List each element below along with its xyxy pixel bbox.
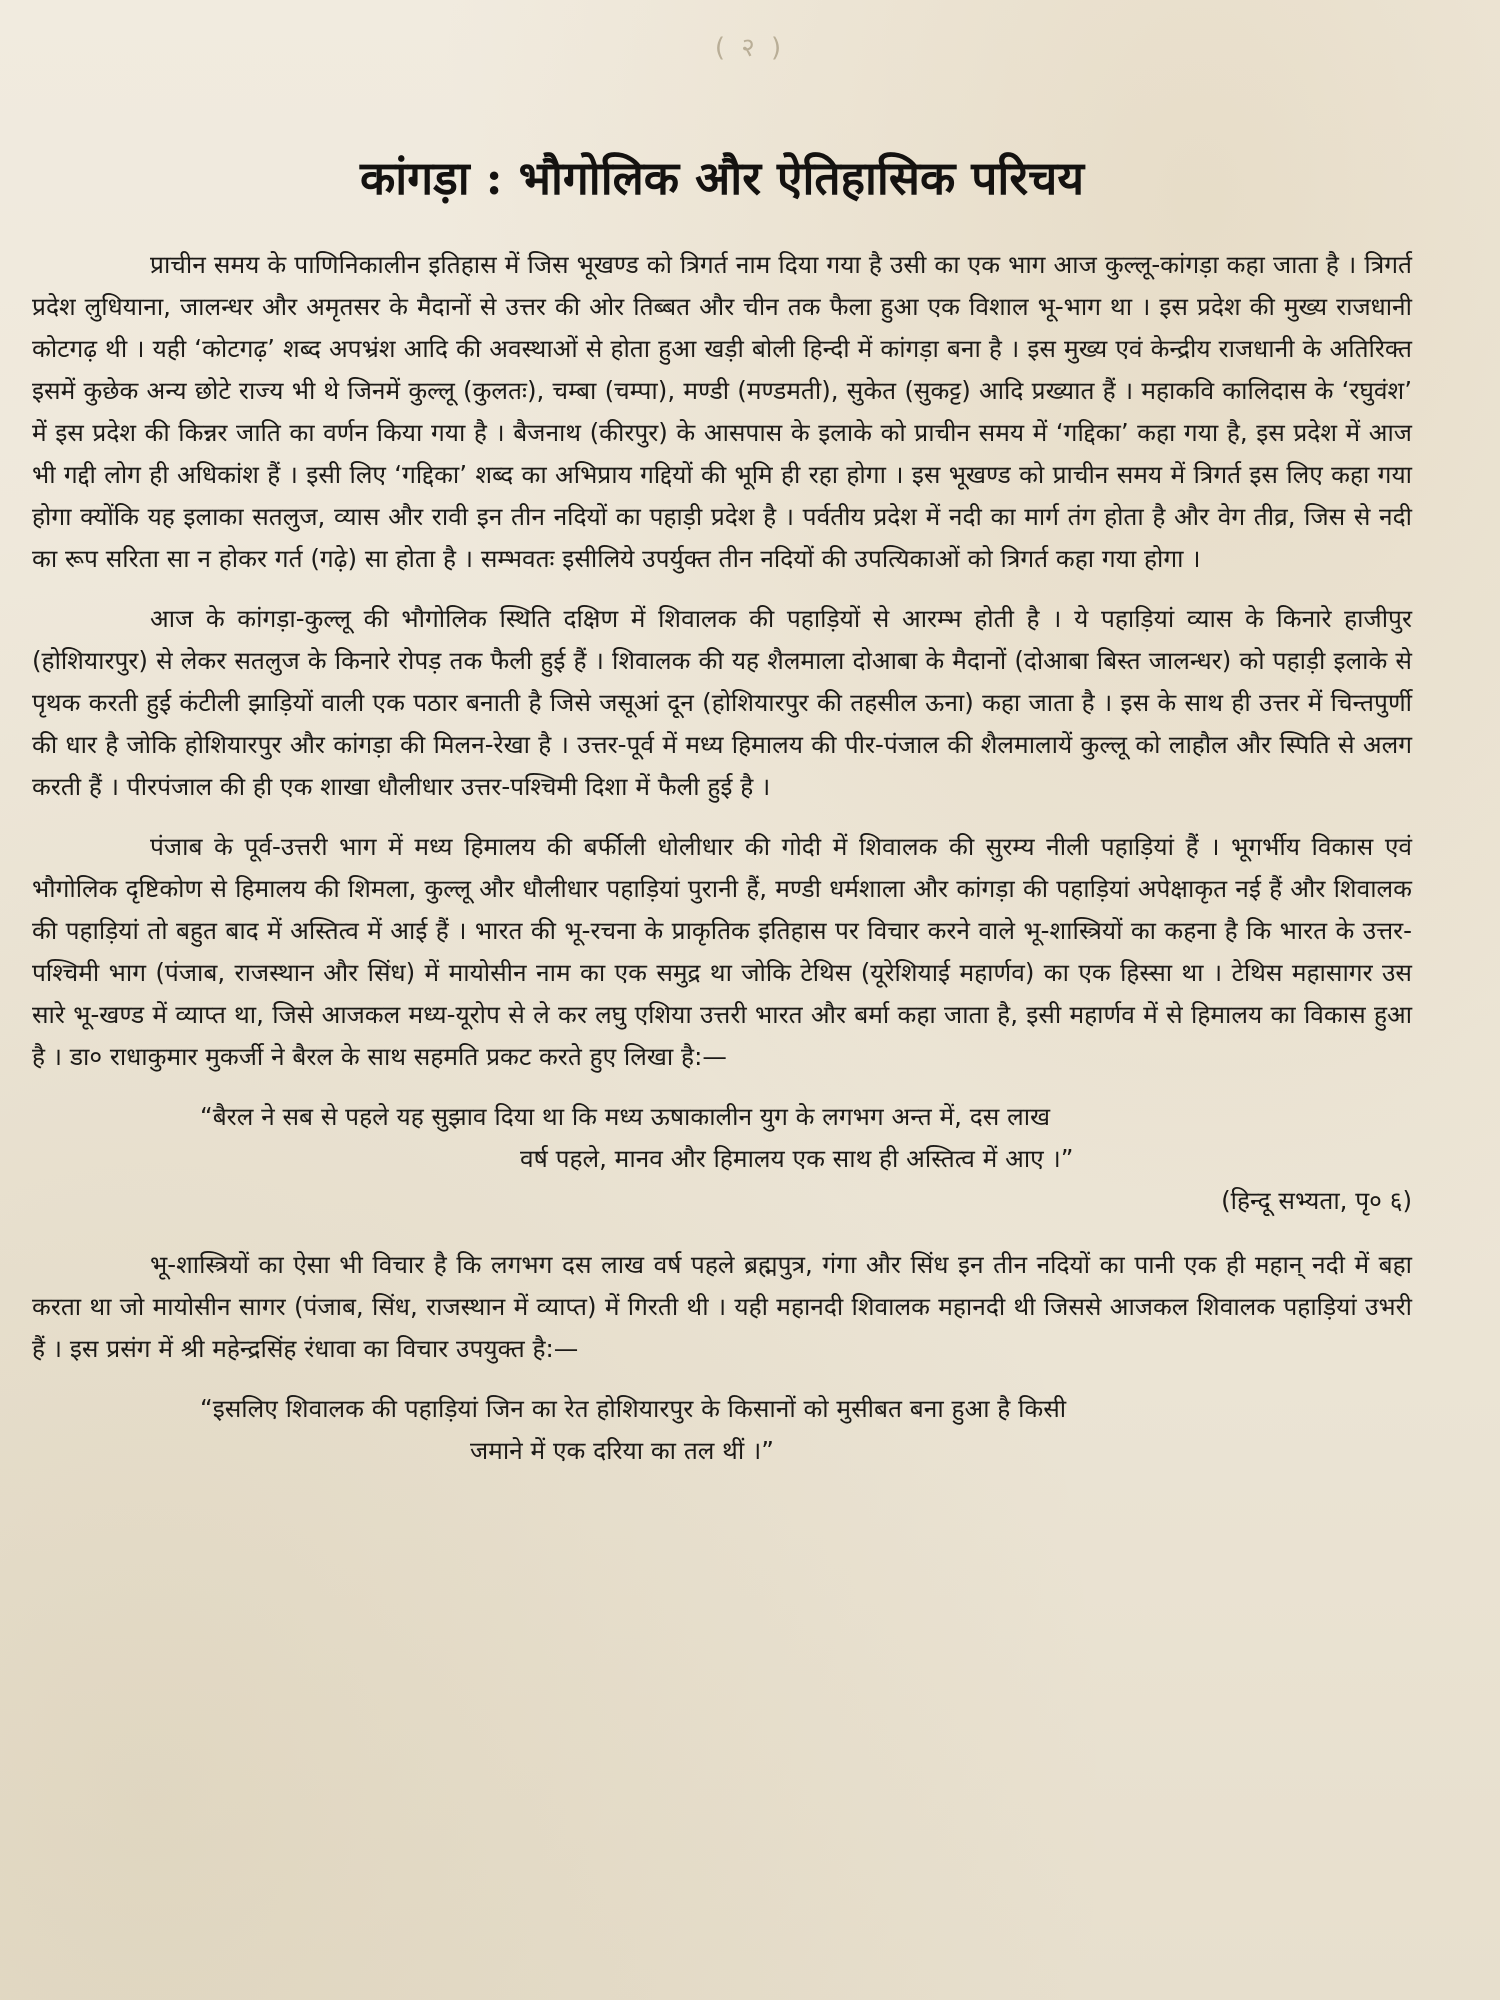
paragraph-1: प्राचीन समय के पाणिनिकालीन इतिहास में जिस भूखण्ड को त्रिगर्त नाम दिया गया है उसी का एक भाग आज कुल्लू-कांगड़ा कहा जाता है । त्रिगर्त प्रदेश लुधियाना, जालन्धर और अमृतसर के मैदानों से उत्तर की ओर तिब्बत और चीन तक फैला हुआ एक विशाल भू-भाग था । इस प्रदेश की मुख्य राजधानी कोटगढ़ थी । यही ‘कोटगढ़’ शब्द अपभ्रंश आदि की अवस्थाओं से होता हुआ खड़ी बोली हिन्दी में कांगड़ा बना है । इस मुख्य एवं केन्द्रीय राजधानी के अतिरिक्त इसमें कुछेक अन्य छोटे राज्य भी थे जिनमें कुल्लू (कुलतः), चम्बा (चम्पा), मण्डी (मण्डमती), सुकेत (सुकट्ट) आदि प्रख्यात हैं । महाकवि कालिदास के ‘रघुवंश’ में इस प्रदेश की किन्नर जाति का वर्णन किया गया है । बैजनाथ (कीरपुर) के आसपास के इलाके को प्राचीन समय में ‘गद्दिका’ कहा गया है, इस प्रदेश में आज भी गद्दी लोग ही अधिकांश हैं । इसी लिए ‘गद्दिका’ शब्द का अभिप्राय गद्दियों की भूमि ही रहा होगा । इस भूखण्ड को प्राचीन समय में त्रिगर्त इस लिए कहा गया होगा क्योंकि यह इलाका सतलुज, व्यास और रावी इन तीन नदियों का पहाड़ी प्रदेश है । पर्वतीय प्रदेश में नदी का मार्ग तंग होता है और वेग तीव्र, जिस से नदी का रूप सरिता सा न होकर गर्त (गढ़े) सा होता है । सम्भवतः इसीलिये उपर्युक्त तीन नदियों की उपत्यिकाओं को त्रिगर्त कहा गया होगा । bbox=[32, 250, 1412, 573]
quote-1-line-2: वर्ष पहले, मानव और हिमालय एक साथ ही अस्तित्व में आए ।” bbox=[520, 1144, 1074, 1173]
paragraph-3: पंजाब के पूर्व-उत्तरी भाग में मध्य हिमालय की बर्फीली धोलीधार की गोदी में शिवालक की सुरम्य नीली पहाड़ियां हैं । भूगर्भीय विकास एवं भौगोलिक दृष्टिकोण से हिमालय की शिमला, कुल्लू और धौलीधार पहाड़ियां पुरानी हैं, मण्डी धर्मशाला और कांगड़ा की पहाड़ियां अपेक्षाकृत नई हैं और शिवालक की पहाड़ियां तो बहुत बाद में अस्तित्व में आई हैं । भारत की भू-रचना के प्राकृतिक इतिहास पर विचार करने वाले भू-शास्त्रियों का कहना है कि भारत के उत्तर-पश्चिमी भाग (पंजाब, राजस्थान और सिंध) में मायोसीन नाम का एक समुद्र था जोकि टेथिस (यूरेशियाई महार्णव) का एक हिस्सा था । टेथिस महासागर उस सारे भू-खण्ड में व्याप्त था, जिसे आजकल मध्य-यूरोप से ले कर लघु एशिया उत्तरी भारत और बर्मा कहा जाता है, इसी महार्णव में से हिमालय का विकास हुआ है । डा० राधाकुमार मुकर्जी ने बैरल के साथ सहमति प्रकट करते हुए लिखा है:— bbox=[32, 832, 1412, 1071]
paragraph-2: आज के कांगड़ा-कुल्लू की भौगोलिक स्थिति दक्षिण में शिवालक की पहाड़ियों से आरम्भ होती है । ये पहाड़ियां व्यास के किनारे हाजीपुर (होशियारपुर) से लेकर सतलुज के किनारे रोपड़ तक फैली हुई हैं । शिवालक की यह शैलमाला दोआबा के मैदानों (दोआबा बिस्त जालन्धर) को पहाड़ी इलाके से पृथक करती हुई कंटीली झाड़ियों वाली एक पठार बनाती है जिसे जसूआं दून (होशियारपुर की तहसील ऊना) कहा जाता है । इस के साथ ही उत्तर में चिन्तपुर्णी की धार है जोकि होशियारपुर और कांगड़ा की मिलन-रेखा है । उत्तर-पूर्व में मध्य हिमालय की पीर-पंजाल की शैलमालायें कुल्लू को लाहौल और स्पिति से अलग करती हैं । पीरपंजाल की ही एक शाखा धौलीधार उत्तर-पश्चिमी दिशा में फैली हुई है । bbox=[32, 604, 1412, 801]
quote-1-citation: (हिन्दू सभ्यता, पृ० ६) bbox=[1221, 1186, 1412, 1215]
paragraph-4: भू-शास्त्रियों का ऐसा भी विचार है कि लगभग दस लाख वर्ष पहले ब्रह्मपुत्र, गंगा और सिंध इन तीन नदियों का पानी एक ही महान् नदी में बहा करता था जो मायोसीन सागर (पंजाब, सिंध, राजस्थान में व्याप्त) में गिरती थी । यही महानदी शिवालक महानदी थी जिससे आजकल शिवालक पहाड़ियां उभरी हैं । इस प्रसंग में श्री महेन्द्रसिंह रंधावा का विचार उपयुक्त है:— bbox=[32, 1250, 1412, 1363]
quote-2 bbox=[32, 1388, 1412, 1472]
page-number-mark: ( २ ) bbox=[714, 33, 786, 63]
quote-1 bbox=[32, 1096, 1412, 1180]
quote-2-line-1: “इसलिए शिवालक की पहाड़ियां जिन का रेत होशियारपुर के किसानों को मुसीबत बना हुआ है किसी bbox=[200, 1394, 1067, 1423]
quote-1-line-1: “बैरल ने सब से पहले यह सुझाव दिया था कि मध्य ऊषाकालीन युग के लगभग अन्त में, दस लाख bbox=[200, 1102, 1051, 1131]
page-content bbox=[32, 140, 1412, 1472]
page-title: कांगड़ा : भौगोलिक और ऐतिहासिक परिचय bbox=[359, 151, 1085, 205]
quote-2-line-2: जमाने में एक दरिया का तल थीं ।” bbox=[470, 1436, 774, 1465]
